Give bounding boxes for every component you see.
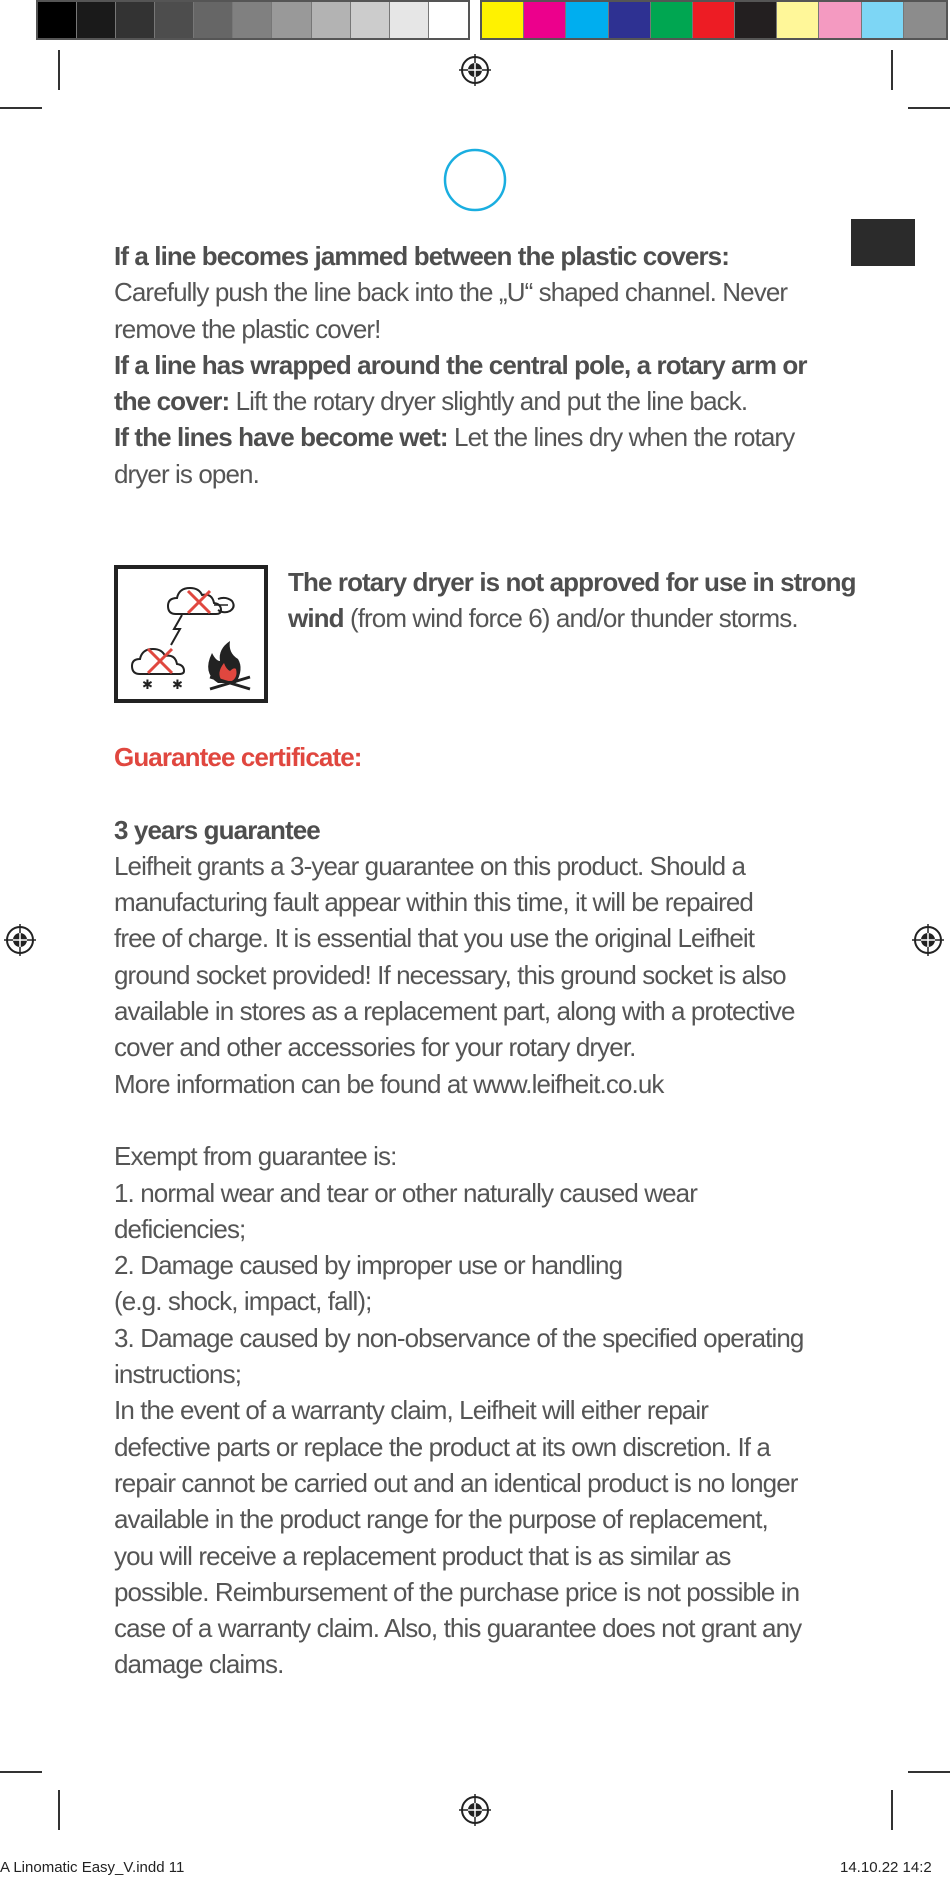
wrap-text: Lift the rotary dryer slightly and put the line back. [229,386,748,417]
wind-warning-rest: (from wind force 6) and/or thunder storms. [343,603,798,634]
color-swatch [155,2,194,38]
exempt-list [114,1175,844,1683]
crop-mark [0,1771,42,1773]
color-swatch [524,2,566,38]
color-swatch [194,2,233,38]
wrap-heading: If a line has wrapped around the central pole, a rotary arm or the cover: [114,349,807,417]
gray-color-bar [36,0,470,40]
registration-mark-icon [459,1794,491,1826]
color-swatch [390,2,429,38]
wrap-paragraph [114,347,844,420]
wind-warning-bold: The rotary dryer is not approved for use in strong wind [288,567,856,634]
exempt-line: 2. Damage caused by improper use or handling [114,1250,623,1281]
section-tab-marker [851,219,915,266]
exempt-line: damage claims. [114,1649,284,1680]
footer-date: 14.10.22 14:2 [840,1859,932,1876]
process-color-bar [480,0,948,40]
exempt-line: 1. normal wear and tear or other naturally caused wear [114,1177,697,1208]
color-swatch [862,2,904,38]
guarantee-line: available in stores as a replacement part, along with a protective [114,996,795,1027]
color-swatch [77,2,116,38]
color-swatch [429,2,468,38]
color-swatch [482,2,524,38]
crop-mark [891,50,893,90]
registration-mark-icon [912,924,944,956]
weather-warning-icon [118,569,264,699]
wet-text: Let the lines dry when the rotary dryer is open. [114,422,795,489]
wet-paragraph [114,419,844,492]
svg-text:✱: ✱ [172,678,183,693]
svg-text:✱: ✱ [142,678,153,693]
color-swatch [38,2,77,38]
registration-mark-icon [459,54,491,86]
troubleshooting-section [114,238,844,492]
exempt-line: repair cannot be carried out and an identical product is no longer [114,1467,798,1498]
color-swatch [272,2,311,38]
crop-mark [891,1790,893,1830]
guarantee-line: Leifheit grants a 3-year guarantee on this product. Should a [114,850,746,881]
exempt-line: defective parts or replace the product at its own discretion. If a [114,1431,770,1462]
registration-mark-icon [4,924,36,956]
jam-heading: If a line becomes jammed between the plastic covers: [114,241,729,271]
exempt-line: deficiencies; [114,1213,246,1244]
guarantee-line: ground socket provided! If necessary, this ground socket is also [114,959,786,990]
exempt-line: (e.g. shock, impact, fall); [114,1286,372,1317]
footer-file-info: A Linomatic Easy_V.indd 11 [0,1859,185,1876]
circle-marker-icon [442,147,508,213]
color-swatch [116,2,155,38]
exempt-line: available in the product range for the purpose of replacement, [114,1504,768,1535]
color-swatch [693,2,735,38]
color-swatch [609,2,651,38]
crop-mark [908,107,950,109]
guarantee-line: cover and other accessories for your rotary dryer. [114,1032,636,1063]
guarantee-heading: Guarantee certificate: [114,742,362,772]
exempt-line: instructions; [114,1359,242,1390]
color-swatch [312,2,351,38]
guarantee-line: manufacturing fault appear within this time, it will be repaired [114,887,753,918]
wet-heading: If the lines have become wet: [114,422,448,453]
wind-warning-text [288,564,868,637]
color-swatch [735,2,777,38]
guarantee-line: free of charge. It is essential that you use the original Leifheit [114,923,755,954]
crop-mark [58,50,60,90]
color-swatch [651,2,693,38]
color-swatch [233,2,272,38]
exempt-title: Exempt from guarantee is: [114,1141,397,1172]
color-swatch [566,2,608,38]
color-swatch [819,2,861,38]
crop-mark [0,107,42,109]
color-swatch [904,2,946,38]
crop-mark [908,1771,950,1773]
weather-warning-icon-box [114,565,268,703]
guarantee-line: More information can be found at www.leifheit.co.uk [114,1068,664,1099]
guarantee-section [114,739,844,1683]
guarantee-intro [114,848,844,1102]
color-swatch [777,2,819,38]
exempt-line: In the event of a warranty claim, Leifheit will either repair [114,1395,708,1426]
color-swatch [351,2,390,38]
crop-mark [58,1790,60,1830]
exempt-line: you will receive a replacement product that is as similar as [114,1540,731,1571]
exempt-line: 3. Damage caused by non-observance of the specified operating [114,1322,804,1353]
guarantee-subheading: 3 years guarantee [114,814,320,845]
jam-text: Carefully push the line back into the „U“ shaped channel. Never remove the plastic cover! [114,277,788,344]
exempt-line: case of a warranty claim. Also, this guarantee does not grant any [114,1613,802,1644]
exempt-line: possible. Reimbursement of the purchase price is not possible in [114,1576,800,1607]
